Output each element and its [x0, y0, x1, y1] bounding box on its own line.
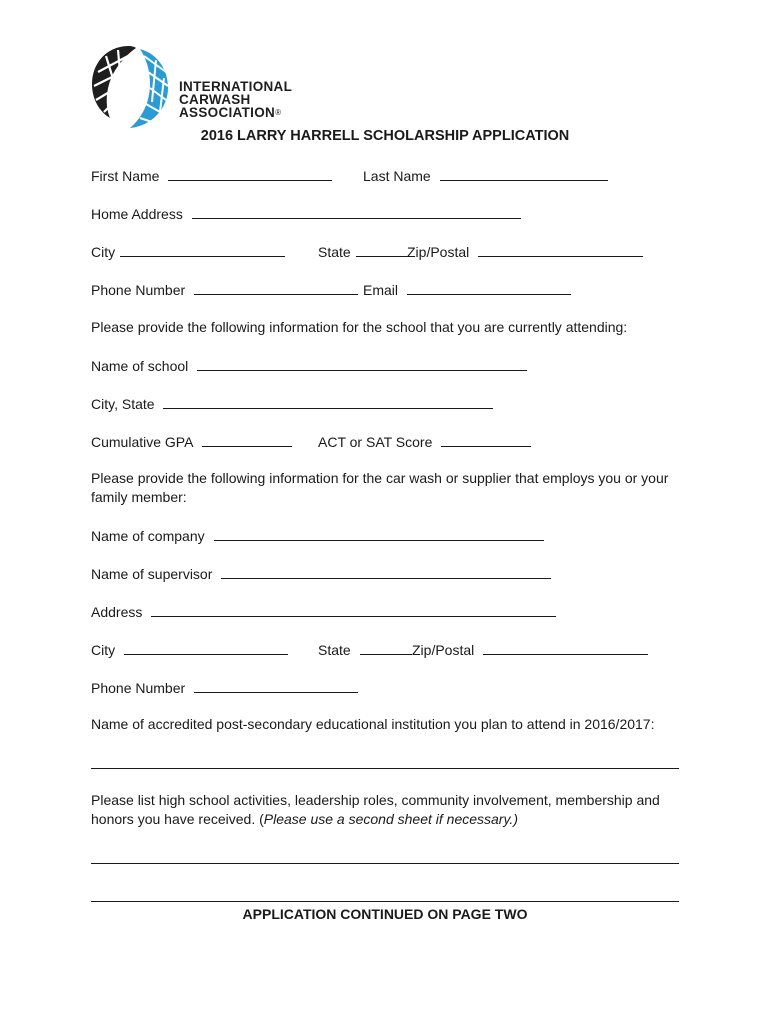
employer-zip-field[interactable]	[483, 640, 648, 655]
first-name-row	[91, 166, 332, 185]
employer-state-field[interactable]	[360, 640, 412, 655]
state-field[interactable]	[356, 242, 408, 257]
first-name-label: First Name	[91, 168, 160, 184]
activities-field-2[interactable]	[91, 901, 679, 902]
company-label: Name of company	[91, 528, 205, 544]
email-row	[363, 280, 571, 299]
zip-field[interactable]	[478, 242, 643, 257]
logo-line-1: INTERNATIONAL	[179, 79, 293, 94]
employer-address-row	[91, 602, 556, 621]
home-address-label: Home Address	[91, 206, 183, 222]
school-name-row	[91, 356, 527, 375]
state-row	[318, 242, 408, 261]
activities-note: Please use a second sheet if necessary.)	[263, 811, 518, 827]
last-name-label: Last Name	[363, 168, 431, 184]
company-field[interactable]	[214, 526, 544, 541]
employer-phone-row	[91, 678, 358, 697]
institution-label: Name of accredited post-secondary educational institution you plan to attend in 2016/2017:	[91, 716, 655, 732]
logo-wordmark	[179, 80, 292, 119]
city-state-row	[91, 394, 493, 413]
continued-notice: APPLICATION CONTINUED ON PAGE TWO	[242, 906, 528, 922]
home-address-field[interactable]	[192, 204, 521, 219]
city-state-label: City, State	[91, 396, 155, 412]
email-field[interactable]	[407, 280, 571, 295]
city-field[interactable]	[120, 242, 285, 257]
supervisor-field[interactable]	[221, 564, 551, 579]
employer-zip-row	[412, 640, 648, 659]
state-label: State	[318, 244, 351, 260]
employer-city-row	[91, 640, 288, 659]
city-state-field[interactable]	[163, 394, 493, 409]
employer-intro: Please provide the following information for the car wash or supplier that employs you or your family member:	[91, 470, 669, 505]
ica-logo	[84, 42, 314, 132]
page-title: 2016 LARRY HARRELL SCHOLARSHIP APPLICATION	[200, 128, 570, 144]
city-label: City	[91, 244, 116, 260]
phone-field[interactable]	[194, 280, 358, 295]
employer-phone-field[interactable]	[194, 678, 358, 693]
email-label: Email	[363, 282, 399, 298]
supervisor-label: Name of supervisor	[91, 566, 213, 582]
phone-label: Phone Number	[91, 282, 186, 298]
company-row	[91, 526, 544, 545]
employer-city-label: City	[91, 642, 116, 658]
employer-state-row	[318, 640, 412, 659]
zip-row	[407, 242, 643, 261]
registered-mark: ®	[275, 108, 282, 117]
logo-line-3: ASSOCIATION	[179, 105, 276, 120]
employer-phone-label: Phone Number	[91, 680, 186, 696]
employer-state-label: State	[318, 642, 351, 658]
zip-label: Zip/Postal	[407, 244, 470, 260]
act-sat-label: ACT or SAT Score	[318, 434, 433, 450]
act-sat-row	[318, 432, 531, 451]
employer-address-label: Address	[91, 604, 143, 620]
employer-zip-label: Zip/Postal	[412, 642, 475, 658]
city-row	[91, 242, 285, 261]
activities-prompt	[91, 791, 691, 829]
globe-icon	[84, 42, 174, 132]
home-address-row	[91, 204, 521, 223]
activities-field-1[interactable]	[91, 863, 679, 864]
employer-address-field[interactable]	[151, 602, 556, 617]
phone-row	[91, 280, 358, 299]
school-name-field[interactable]	[197, 356, 527, 371]
gpa-row	[91, 432, 292, 451]
supervisor-row	[91, 564, 551, 583]
gpa-label: Cumulative GPA	[91, 434, 193, 450]
first-name-field[interactable]	[168, 166, 332, 181]
activities-label: Please list high school activities, leadership roles, community involvement, membership and honors you have received. (	[91, 792, 660, 827]
gpa-field[interactable]	[202, 432, 292, 447]
school-intro: Please provide the following information for the school that you are currently attending:	[91, 319, 628, 335]
employer-city-field[interactable]	[124, 640, 288, 655]
act-sat-field[interactable]	[441, 432, 531, 447]
last-name-row	[363, 166, 608, 185]
institution-field[interactable]	[91, 768, 679, 769]
school-name-label: Name of school	[91, 358, 189, 374]
logo-line-2: CARWASH	[179, 92, 251, 107]
last-name-field[interactable]	[440, 166, 608, 181]
